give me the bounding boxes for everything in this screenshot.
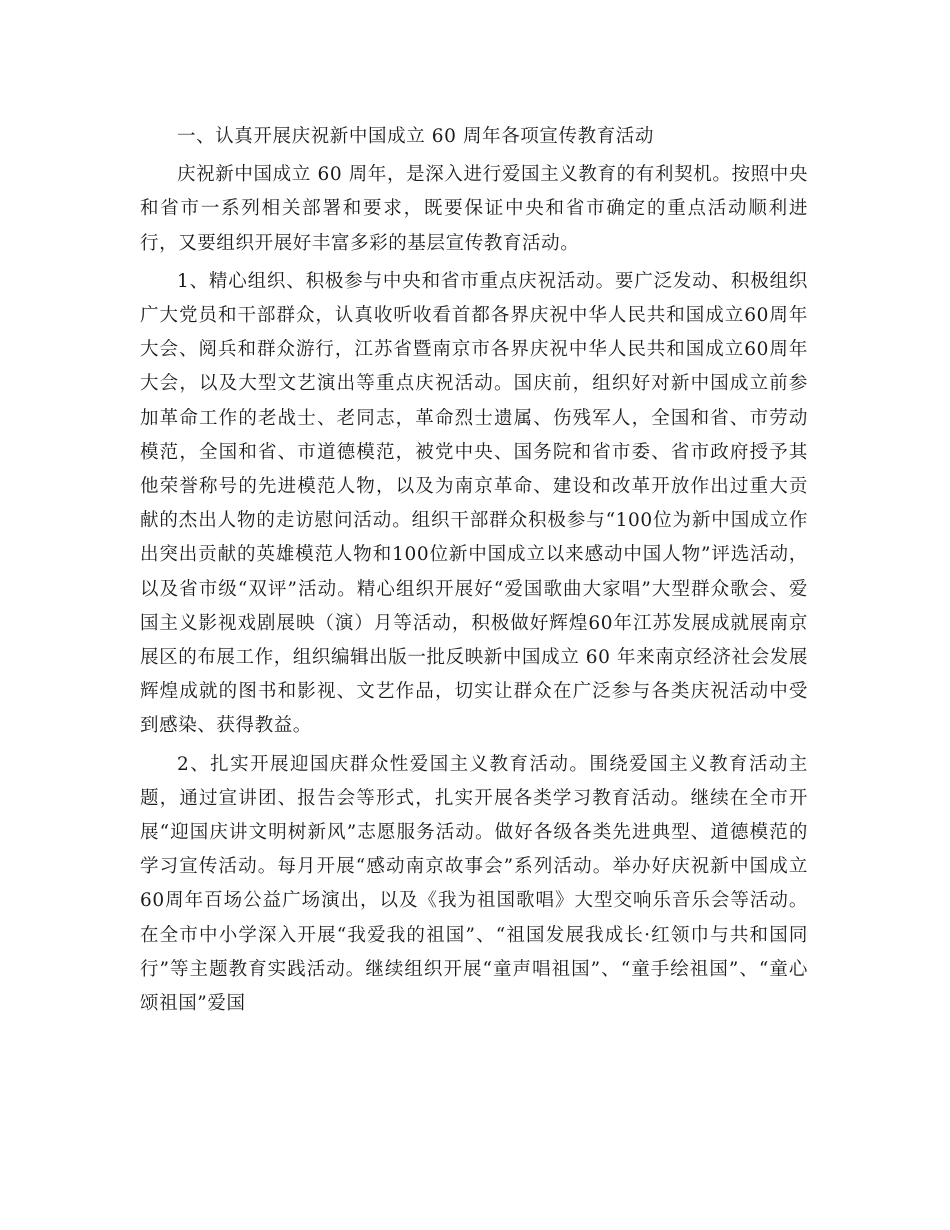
paragraph-item-1: 1、精心组织、积极参与中央和省市重点庆祝活动。要广泛发动、积极组织广大党员和干部群众，认真收听收看首都各界庆祝中华人民共和国成立60周年大会、阅兵和群众游行，江苏省暨南京市各界庆祝中华人民共和国成立60周年大会，以及大型文艺演出等重点庆祝活动。国庆前，组织好对新中国成立前参加革命工作的老战士、老同志，革命烈士遗属、伤残军人，全国和省、市劳动模范，全国和省、市道德模范，被党中央、国务院和省市委、省市政府授予其他荣誉称号的先进模范人物，以及为南京革命、建设和改革开放作出过重大贡献的杰出人物的走访慰问活动。组织干部群众积极参与“100位为新中国成立作出突出贡献的英雄模范人物和100位新中国成立以来感动中国人物”评选活动，以及省市级“双评”活动。精心组织开展好“爱国歌曲大家唱”大型群众歌会、爱国主义影视戏剧展映（演）月等活动，积极做好辉煌60年江苏发展成就展南京展区的布展工作，组织编辑出版一批反映新中国成立 60 年来南京经济社会发展辉煌成就的图书和影视、文艺作品，切实让群众在广泛参与各类庆祝活动中受到感染、获得教益。 [140,270,809,737]
paragraph-intro: 庆祝新中国成立 60 周年，是深入进行爱国主义教育的有利契机。按照中央和省市一系列相关部署和要求，既要保证中央和省市确定的重点活动顺利进行，又要组织开展好丰富多彩的基层宣传教育活动。 [140,164,808,254]
paragraph-item-2: 2、扎实开展迎国庆群众性爱国主义教育活动。围绕爱国主义教育活动主题，通过宣讲团、报告会等形式，扎实开展各类学习教育活动。继续在全市开展“迎国庆讲文明树新风”志愿服务活动。做好各级各类先进典型、道德模范的学习宣传活动。每月开展“感动南京故事会”系列活动。举办好庆祝新中国成立60周年百场公益广场演出，以及《我为祖国歌唱》大型交响乐音乐会等活动。在全市中小学深入开展“我爱我的祖国”、“祖国发展我成长·红领巾与共和国同行”等主题教育实践活动。继续组织开展“童声唱祖国”、“童手绘祖国”、“童心颂祖国”爱国 [140,753,808,1015]
section-heading: 一、认真开展庆祝新中国成立 60 周年各项宣传教育活动 [177,126,655,147]
document-body [140,120,808,1021]
